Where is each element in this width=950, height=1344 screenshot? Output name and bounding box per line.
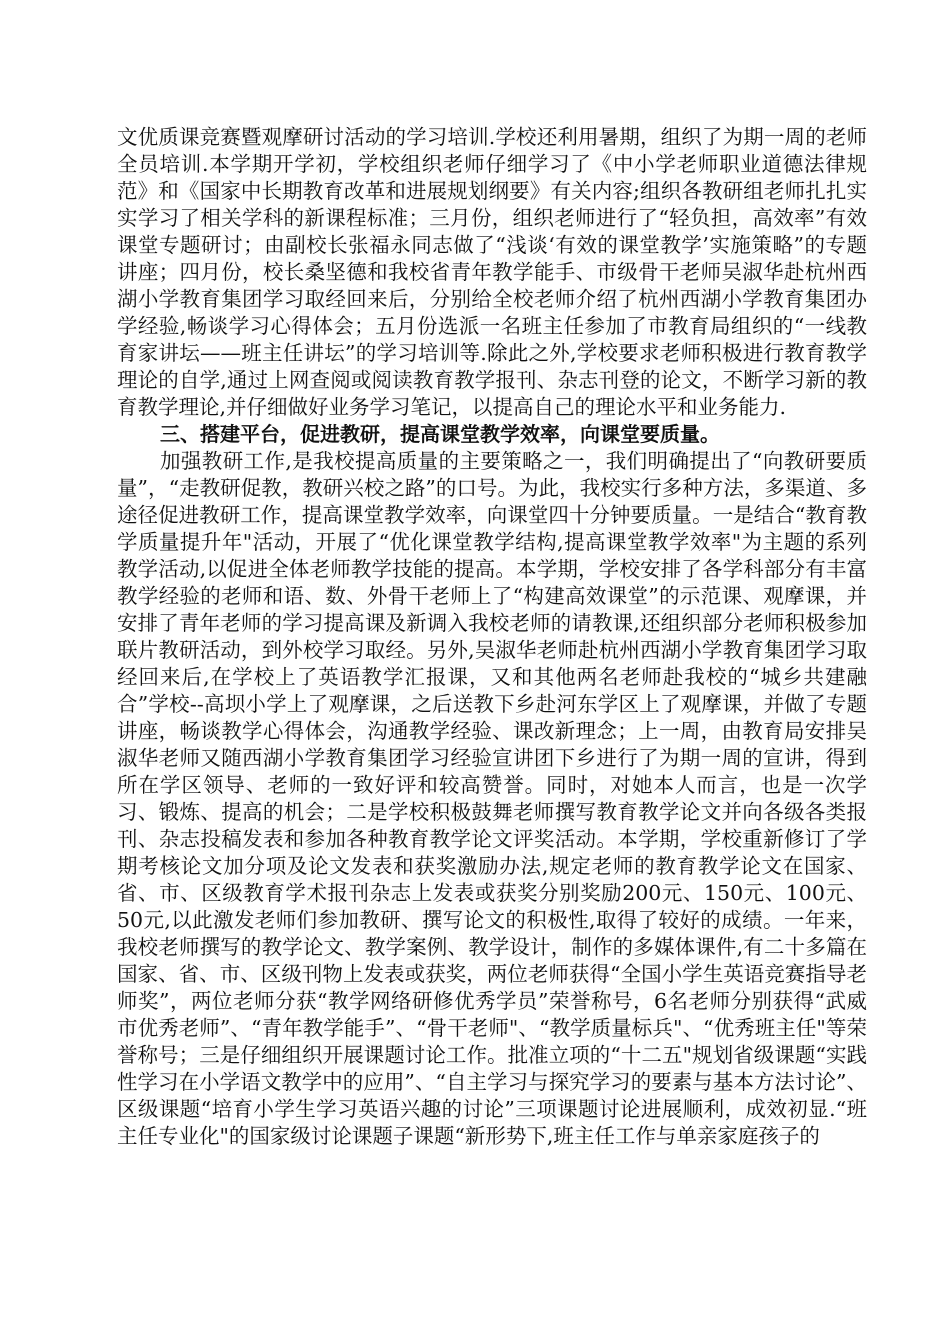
body-paragraph-research: 加强教研工作,是我校提高质量的主要策略之一，我们明确提出了“向教研要质量”，“走教研促教，教研兴校之路”的口号。为此，我校实行多种方法，多渠道、多途径促进教研工作，提高课堂教学效率，向课堂四十分钟要质量。一是结合“教育教学质量提升年"活动，开展了“优化课堂教学结构,提高课堂教学效率"为主题的系列教学活动,以促进全体老师教学技能的提高。本学期，学校安排了各学科部分有丰富教学经验的老师和语、数、外骨干老师上了“构建高效课堂”的示范课、观摩课，并安排了青年老师的学习提高课及新调入我校老师的请教课,还组织部分老师积极参加联片教研活动，到外校学习取经。另外,吴淑华老师赴杭州西湖小学教育集团学习取经回来后,在学校上了英语教学汇报课，又和其他两名老师赴我校的“城乡共建融合”学校--高坝小学上了观摩课，之后送教下乡赴河东学区上了观摩课，并做了专题讲座，畅谈教学心得体会，沟通教学经验、课改新理念；上一周，由教育局安排吴淑华老师又随西湖小学教育集团学习经验宣讲团下乡进行了为期一周的宣讲，得到所在学区领导、老师的一致好评和较高赞誉。同时，对她本人而言，也是一次学习、锻炼、提高的机会；二是学校积极鼓舞老师撰写教育教学论文并向各级各类报刊、杂志投稿发表和参加各种教育教学论文评奖活动。本学期，学校重新修订了学期考核论文加分项及论文发表和获奖激励办法,规定老师的教育教学论文在国家、省、市、区级教育学术报刊杂志上发表或获奖分别奖励200元、150元、100元、50元,以此激发老师们参加教研、撰写论文的积极性,取得了较好的成绩。一年来，我校老师撰写的教学论文、教学案例、教学设计，制作的多媒体课件,有二十多篇在国家、省、市、区级刊物上发表或获奖，两位老师获得“全国小学生英语竞赛指导老师奖”，两位老师分获“教学网络研修优秀学员”荣誉称号，6名老师分别获得“武威市优秀老师”、“青年教学能手”、“骨干老师"、“教学质量标兵"、“优秀班主任"等荣誉称号；三是仔细组织开展课题讨论工作。批准立项的“十二五"规划省级课题“实践性学习在小学语文教学中的应用”、“自主学习与探究学习的要素与基本方法讨论”、区级课题“培育小学生学习英语兴趣的讨论”三项课题讨论进展顺利，成效初显.“班主任专业化"的国家级讨论课题子课题“新形势下,班主任工作与单亲家庭孩子的 xyxy=(117,449,867,1148)
document-body xyxy=(117,124,867,1150)
body-paragraph-training: 文优质课竞赛暨观摩研讨活动的学习培训.学校还利用暑期，组织了为期一周的老师全员培训.本学期开学初，学校组织老师仔细学习了《中小学老师职业道德法律规范》和《国家中长期教育改革和进展规划纲要》有关内容;组织各教研组老师扎扎实实学习了相关学科的新课程标准；三月份，组织老师进行了“轻负担，高效率”有效课堂专题研讨；由副校长张福永同志做了“浅谈‘有效的课堂教学’实施策略”的专题讲座；四月份，校长桑坚德和我校省青年教学能手、市级骨干老师吴淑华赴杭州西湖小学教育集团学习取经回来后，分别给全校老师介绍了杭州西湖小学教育集团办学经验,畅谈学习心得体会；五月份选派一名班主任参加了市教育局组织的“一线教育家讲坛——班主任讲坛”的学习培训等.除此之外,学校要求老师积极进行教育教学理论的自学,通过上网查阅或阅读教育教学报刊、杂志刊登的论文，不断学习新的教育教学理论,并仔细做好业务学习笔记，以提高自己的理论水平和业务能力. xyxy=(117,125,867,419)
section-heading-3: 三、搭建平台，促进教研，提高课堂教学效率，向课堂要质量。 xyxy=(160,422,720,446)
